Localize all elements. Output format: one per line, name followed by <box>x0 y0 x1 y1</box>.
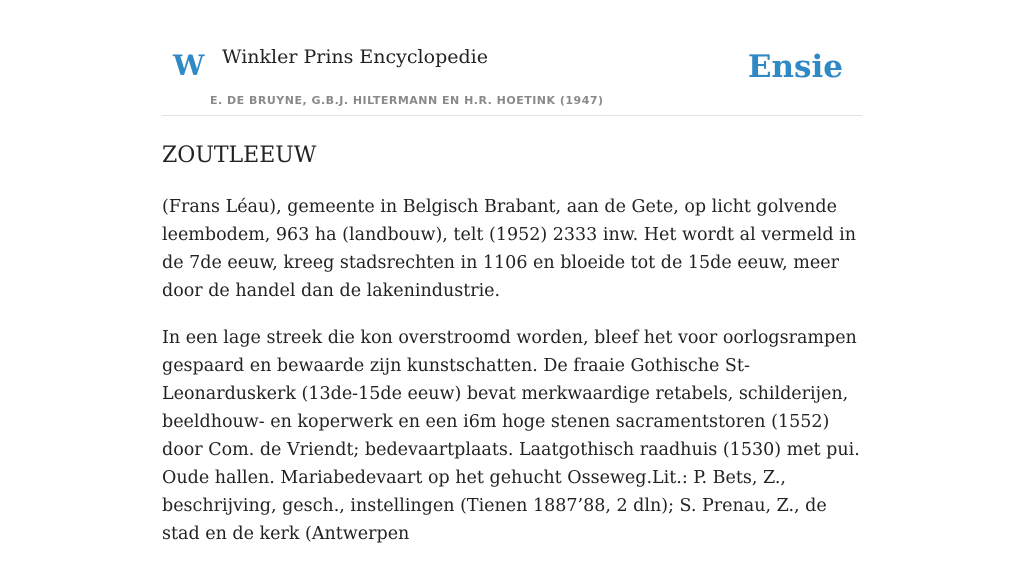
publication-title[interactable]: Winkler Prins Encyclopedie <box>222 46 488 68</box>
article-title: ZOUTLEEUW <box>162 143 317 168</box>
article-paragraph: (Frans Léau), gemeente in Belgisch Brabant, aan de Gete, op licht golvende leembodem, 963 ha (landbouw), telt (1952) 2333 inw. Het wordt al vermeld in de 7de eeuw, kreeg stadsrechten in 1106 en bloeide tot de 15de eeuw, meer door de handel dan de lakenindustrie. <box>162 197 857 302</box>
article-body <box>162 193 862 548</box>
article-paragraph: In een lage streek die kon overstroomd worden, bleef het voor oorlogsrampen gespaard en bewaarde zijn kunstschatten. De fraaie Gothische St-Leonarduskerk (13de-15de eeuw) bevat merkwaardige retabels, schilderijen, beeldhouw- en koperwerk en een i6m hoge stenen sacramentstoren (1552) door Com. de Vriendt; bedevaartplaats. Laatgothisch raadhuis (1530) met pui. Oude hallen. Mariabedevaart op het gehucht Osseweg.Lit.: P. Bets, Z., beschrijving, gesch., instellingen (Tienen 1887’88, 2 dln); S. Prenau, Z., de stad en de kerk (Antwerpen <box>162 328 860 545</box>
page-container <box>162 0 862 567</box>
ensie-logo[interactable]: Ensie <box>747 49 843 85</box>
site-header <box>162 0 862 116</box>
publication-logo-icon[interactable]: W <box>173 49 205 82</box>
publication-authors: E. DE BRUYNE, G.B.J. HILTERMANN EN H.R. HOETINK (1947) <box>210 94 604 107</box>
